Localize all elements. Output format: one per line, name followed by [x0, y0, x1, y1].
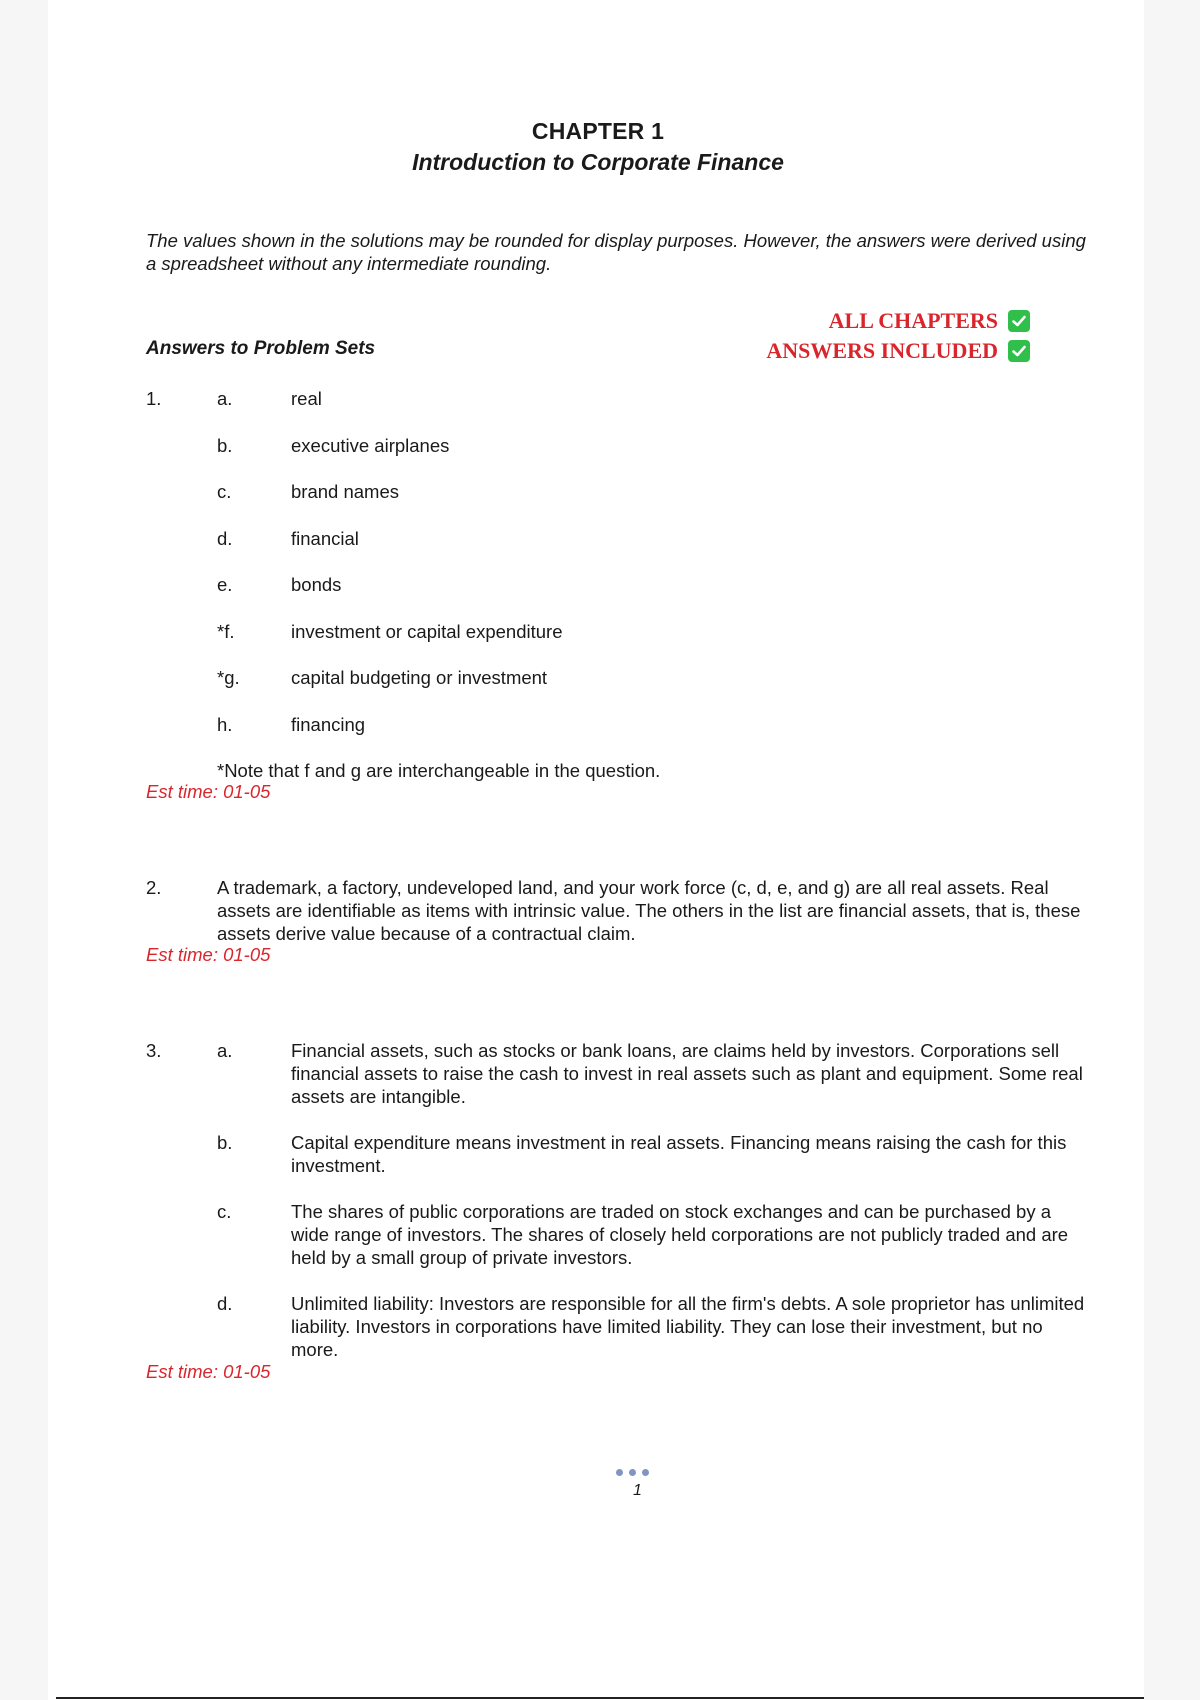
- est-time: Est time: 01-05: [146, 1361, 271, 1382]
- list-item-answer: investment or capital expenditure: [291, 621, 563, 642]
- list-item-letter: d.: [217, 528, 233, 549]
- list-item-answer: bonds: [291, 574, 342, 595]
- list-item-answer: Unlimited liability: Investors are responsible for all the firm's debts. A sole proprietor has unlimited liability. Investors in corporations have limited liability. They can lose their investment, but no more.: [291, 1293, 1085, 1360]
- list-item-answer: The shares of public corporations are traded on stock exchanges and can be purchased by a wide range of investors. The shares of closely held corporations are not publicly traded and are held by a small group of private investors.: [291, 1201, 1069, 1268]
- list-item-answer: executive airplanes: [291, 435, 450, 456]
- list-item-letter: h.: [217, 714, 233, 735]
- problem-2-number: 2.: [146, 877, 162, 898]
- list-item-answer: real: [291, 388, 322, 409]
- problem-1-number: 1.: [146, 388, 162, 409]
- list-item-letter: b.: [217, 435, 233, 456]
- intro-note: The values shown in the solutions may be rounded for display purposes. However, the answers were derived using a spreadsheet without any intermediate rounding.: [146, 230, 1086, 274]
- list-item-answer: brand names: [291, 481, 399, 502]
- divider: [56, 1697, 1144, 1699]
- list-item-letter: a.: [217, 1040, 233, 1061]
- problem-1-footnote: *Note that f and g are interchangeable in the question.: [217, 760, 661, 781]
- badge-all-chapters-label: ALL CHAPTERS: [828, 308, 998, 333]
- badge-answers-included-label: ANSWERS INCLUDED: [766, 338, 998, 363]
- list-item-letter: c.: [217, 481, 232, 502]
- problem-2-text: A trademark, a factory, undeveloped land, and your work force (c, d, e, and g) are all real assets. Real assets are identifiable as items with intrinsic value. The others in the list are financial assets, that is, these assets derive value because of a contractual claim.: [217, 877, 1081, 944]
- list-item-letter: a.: [217, 388, 233, 409]
- list-item-letter: b.: [217, 1132, 233, 1153]
- chapter-subtitle: Introduction to Corporate Finance: [412, 149, 784, 175]
- check-icon: [1008, 340, 1030, 362]
- list-item-answer: capital budgeting or investment: [291, 667, 548, 688]
- list-item-answer: financing: [291, 714, 366, 735]
- section-title: Answers to Problem Sets: [146, 338, 376, 359]
- list-item-answer: Financial assets, such as stocks or bank loans, are claims held by investors. Corporations sell financial assets to raise the cash to invest in real assets such as plant and equipment. Some real assets are intangible.: [291, 1040, 1083, 1107]
- list-item-letter: e.: [217, 574, 233, 595]
- list-item-letter: c.: [217, 1201, 232, 1222]
- list-item-letter: *f.: [217, 621, 235, 642]
- list-item-answer: Capital expenditure means investment in real assets. Financing means raising the cash for this investment.: [291, 1132, 1067, 1176]
- badge-all-chapters: [766, 306, 1030, 336]
- more-dots-icon: [616, 1469, 649, 1476]
- page-number: 1: [633, 1482, 642, 1499]
- list-item-answer: financial: [291, 528, 359, 549]
- badge-answers-included: [766, 336, 1030, 366]
- est-time: Est time: 01-05: [146, 944, 271, 965]
- check-icon: [1008, 310, 1030, 332]
- title-block: [0, 118, 1196, 176]
- est-time: Est time: 01-05: [146, 781, 271, 802]
- problem-3-number: 3.: [146, 1040, 162, 1061]
- list-item-letter: d.: [217, 1293, 233, 1314]
- list-item-letter: *g.: [217, 667, 240, 688]
- chapter-heading: CHAPTER 1: [531, 118, 665, 144]
- promo-badges: [766, 306, 1030, 366]
